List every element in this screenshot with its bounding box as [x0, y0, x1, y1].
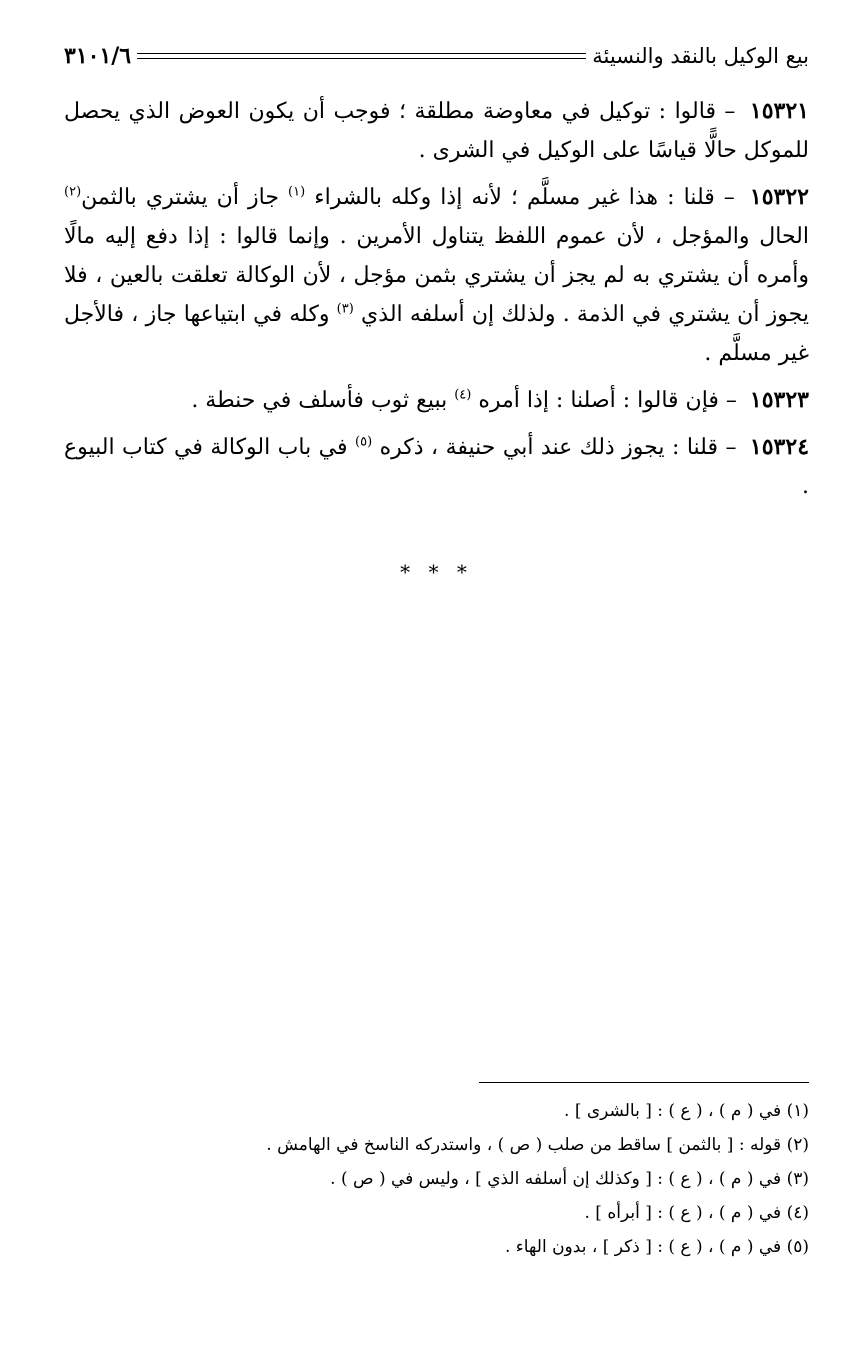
paragraph-text: – قالوا : توكيل في معاوضة مطلقة ؛ فوجب أن يكون العوض الذي يحصل للموكل حالًّا قياسًا على الوكيل في الشرى . [64, 99, 809, 163]
footnote-ref: (٢) [64, 184, 82, 200]
footnote-ref: (١) [288, 184, 306, 200]
paragraph-15321 [64, 92, 809, 170]
paragraph-text: وكله في ابتياعها جاز ، فالأجل غير مسلَّم . [64, 302, 809, 366]
paragraph-text: – فإن قالوا : أصلنا : إذا أمره [471, 388, 744, 413]
chapter-title: بيع الوكيل بالنقد والنسيئة [592, 44, 809, 68]
footnote-2: (٢) قوله : [ بالثمن ] ساقط من صلب ( ص ) ، واستدركه الناسخ في الهامش . [266, 1135, 809, 1155]
paragraph-number: ١٥٣٢٣ [749, 387, 809, 413]
paragraph-text: ببيع ثوب فأسلف في حنطة . [191, 388, 455, 413]
footnote-ref: (٥) [355, 434, 373, 450]
footnote-rule [479, 1082, 809, 1083]
paragraph-15324 [64, 428, 809, 506]
header-double-rule [137, 53, 586, 59]
running-header [64, 38, 809, 74]
section-separator: * * * [400, 560, 473, 584]
paragraph-15323 [64, 381, 809, 420]
book-page [64, 0, 809, 1355]
paragraph-number: ١٥٣٢٢ [749, 184, 809, 210]
footnotes [64, 1094, 809, 1264]
paragraph-number: ١٥٣٢١ [749, 98, 809, 124]
paragraph-number: ١٥٣٢٤ [749, 434, 810, 460]
footnote-ref: (٤) [454, 387, 472, 403]
paragraph-text: الحال والمؤجل ، لأن عموم اللفظ يتناول الأمرين . وإنما قالوا : إذا دفع إليه مالًا وأمره أن يشتري به لم يجز أن يشتري بثمن مؤجل ، لأن الوكالة تعلقت بالعين ، فلا يجوز أن يشتري في الذمة . ولذلك إن أسلفه الذي [64, 224, 809, 327]
footnote-1: (١) في ( م ) ، ( ع ) : [ بالشرى ] . [564, 1101, 809, 1121]
paragraph-text: – قلنا : هذا غير مسلَّم ؛ لأنه إذا وكله بالشراء [305, 185, 744, 210]
paragraph-15322 [64, 178, 809, 373]
paragraph-text: في باب الوكالة في كتاب البيوع . [64, 435, 809, 499]
paragraph-text: جاز أن يشتري بالثمن [81, 185, 289, 210]
paragraph-text: – قلنا : يجوز ذلك عند أبي حنيفة ، ذكره [372, 435, 744, 460]
footnote-3: (٣) في ( م ) ، ( ع ) : [ وكذلك إن أسلفه الذي ] ، وليس في ( ص ) . [330, 1169, 809, 1189]
footnote-5: (٥) في ( م ) ، ( ع ) : [ ذكر ] ، بدون الهاء . [504, 1237, 809, 1257]
footnote-ref: (٣) [336, 301, 354, 317]
page-number: ٣١٠١/٦ [64, 43, 132, 69]
main-text [64, 92, 809, 514]
footnote-4: (٤) في ( م ) ، ( ع ) : [ أبرأه ] . [584, 1203, 809, 1223]
